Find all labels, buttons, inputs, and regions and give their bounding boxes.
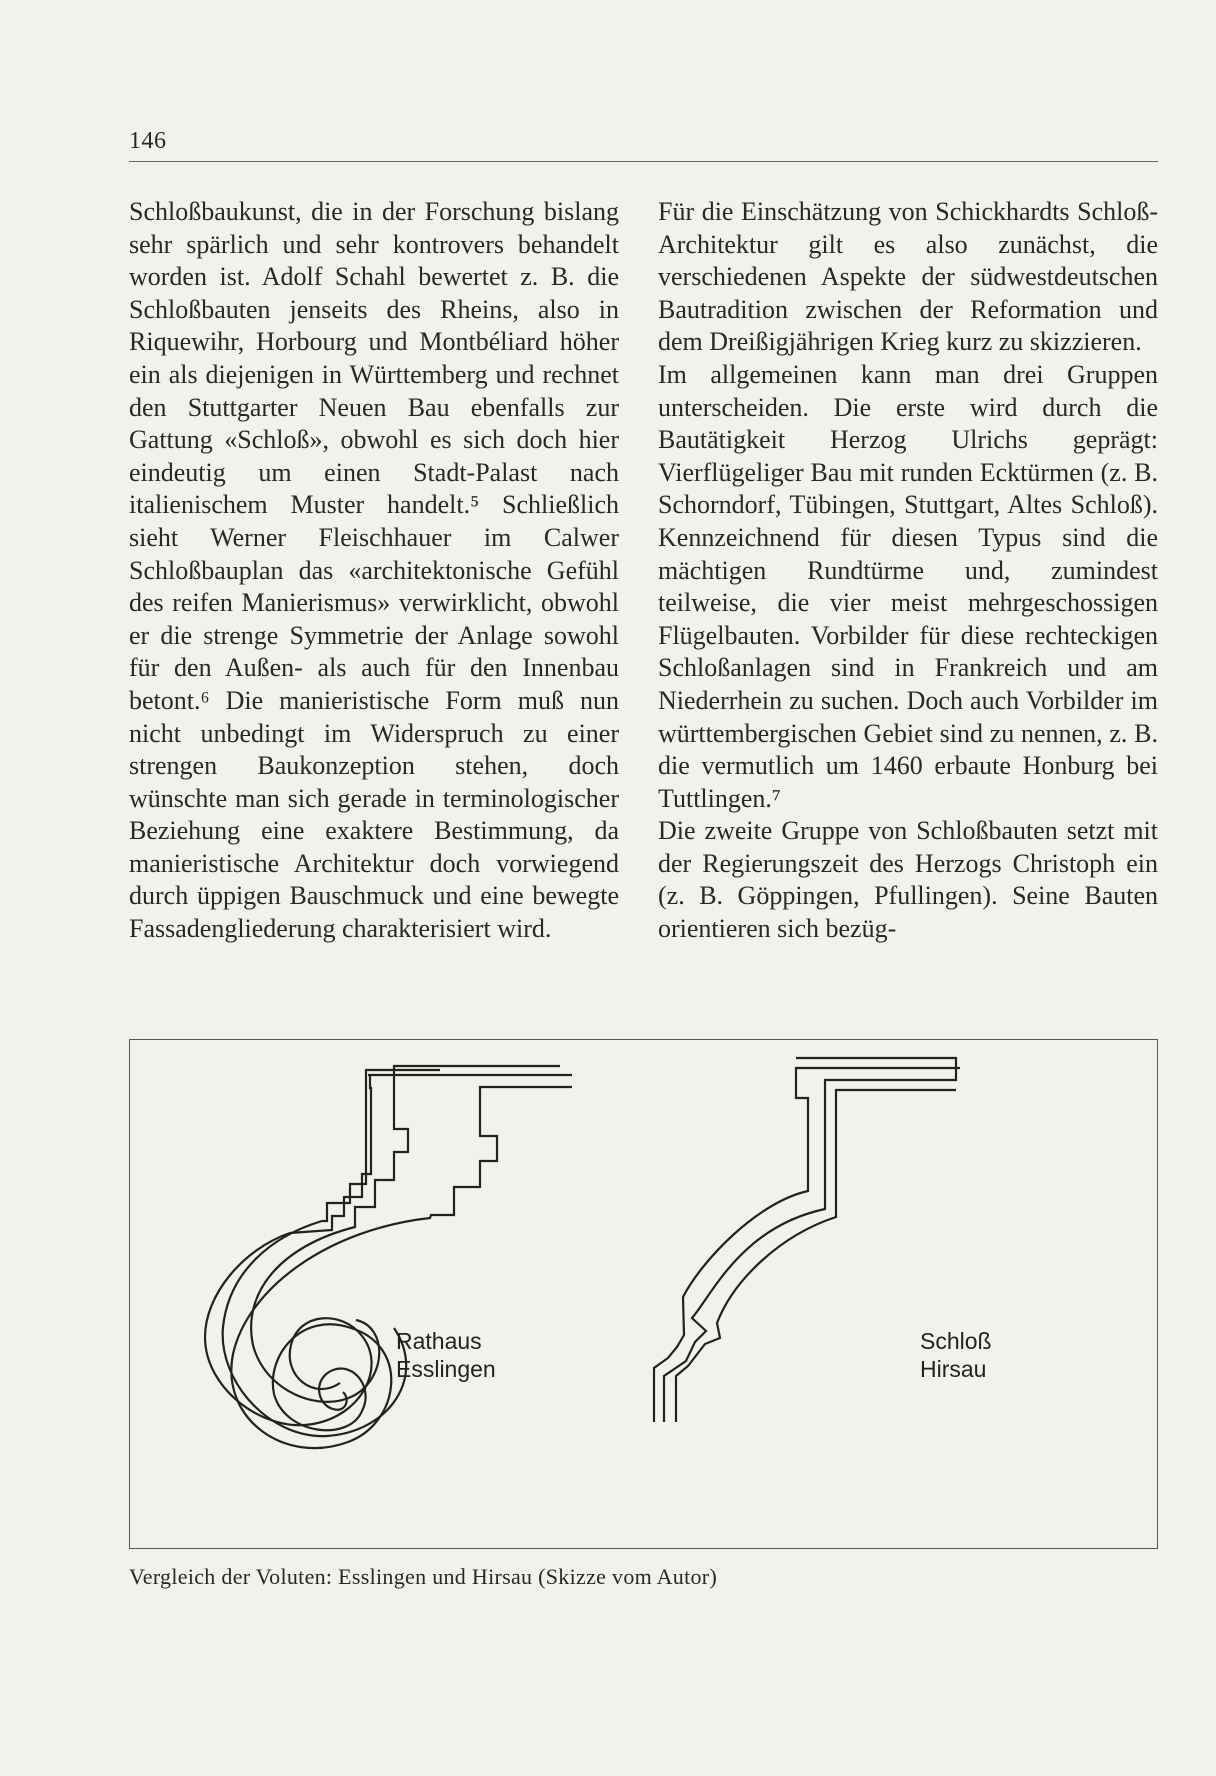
right-paragraph-2: Im allgemeinen kann man drei Gruppen unterscheiden. Die erste wird durch die Bautätigkeit Herzog Ulrichs geprägt: Vierflügeliger Bau mit runden Ecktürmen (z. B. Schorndorf, Tübingen, Stuttgart, Altes Schloß). Kennzeichnend für diesen Typus sind die mächtigen Rundtürme und, zumindest teilweise, die vier meist mehrgeschossigen Flügelbauten. Vorbilder für diese rechteckigen Schloßanlagen sind in Frankreich und am Niederrhein zu suchen. Doch auch Vorbilder im württembergischen Gebiet sind zu nennen, z. B. die vermutlich um 1460 erbaute Honburg bei Tuttlingen.⁷: [658, 359, 1158, 813]
volute-sketch-drawing: [130, 1040, 1157, 1548]
volute-sketch-figure: [129, 1039, 1158, 1549]
label-hirsau: Hirsau: [920, 1356, 987, 1382]
left-paragraph: Schloßbaukunst, die in der Forschung bislang sehr spärlich und sehr kontrovers behandelt worden ist. Adolf Schahl bewertet z. B. die Schloßbauten jenseits des Rheins, also in Riquewihr, Horbourg und Montbéliard höher ein als diejenigen in Württemberg und rechnet den Stuttgarter Neuen Bau ebenfalls zur Gattung «Schloß», obwohl es sich doch hier eindeutig um einen Stadt-Palast nach italienischem Muster handelt.⁵ Schließlich sieht Werner Fleischhauer im Calwer Schloßbauplan das «architektonische Gefühl des reifen Manierismus» verwirklicht, obwohl er die strenge Symmetrie der Anlage sowohl für den Außen- als auch für den Innenbau betont.⁶ Die manieristische Form muß nun nicht unbedingt im Widerspruch zu einer strengen Baukonzeption stehen, doch wünschte man sich gerade in terminologischer Beziehung eine exaktere Bestimmung, da manieristische Architektur doch vorwiegend durch üppigen Bauschmuck und eine bewegte Fassadengliederung charakterisiert wird.: [129, 197, 619, 944]
right-paragraph-1: Für die Einschätzung von Schickhardts Schloß-Architektur gilt es also zunächst, die verschiedenen Aspekte der südwestdeutschen Bautradition zwischen der Reformation und dem Dreißigjährigen Krieg kurz zu skizzieren.: [658, 197, 1158, 357]
label-esslingen: Esslingen: [396, 1356, 496, 1382]
hirsau-profile-1: [664, 1058, 956, 1422]
header-rule: [129, 161, 1158, 162]
page-number: 146: [129, 128, 167, 154]
esslingen-profile-1: [231, 1087, 572, 1448]
esslingen-profile-2: [205, 1075, 572, 1425]
right-column: [658, 196, 1158, 946]
figure-caption: Vergleich der Voluten: Esslingen und Hirsau (Skizze vom Autor): [129, 1564, 718, 1589]
label-rathaus: Rathaus: [396, 1328, 482, 1354]
left-column: [129, 196, 619, 946]
right-paragraph-3: Die zweite Gruppe von Schloßbauten setzt mit der Regierungszeit des Herzogs Christoph ein (z. B. Göppingen, Pfullingen). Seine Bauten orientieren sich bezüg-: [658, 816, 1158, 944]
hirsau-profile-2: [654, 1068, 960, 1422]
label-rathaus-esslingen: [396, 1327, 496, 1383]
label-schloss: Schloß: [920, 1328, 992, 1354]
label-schloss-hirsau: [920, 1327, 992, 1383]
hirsau-profile-3: [676, 1090, 956, 1422]
